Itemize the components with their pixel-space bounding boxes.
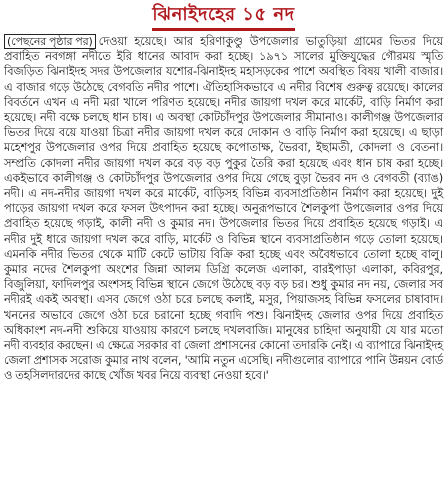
headline-container [4, 0, 443, 34]
article-body-text: দেওয়া হয়েছে। আর হরিণাকুণ্ডু উপজেলার ভাতুড়িয়া গ্রামের ভিতর দিয়ে প্রবাহিত নবগঙ্গা নদীতে ইরি ধানের আবাদ করা হচ্ছে। ১৯৭১ সালের মুক্তিযুদ্ধের গৌরময় স্মৃতি বিজড়িত ঝিনাইদহ সদর উপজেলার যশোর-ঝিনাইদহ মহাসড়কের পাশে অবস্থিত বিষয় খালী বাজার। এ বাজার গড়ে উঠেছে বেগবতি নদীর পাশে। ঐতিহাসিকভাবে এ নদীর বিশেষ গুরুত্ব রয়েছে। কালের বিবর্তনে এখন এ নদী মরা খালে পরিণত হয়েছে। নদীর জায়গা দখল করে মার্কেট, বাড়ি নির্মাণ করা হয়েছে। নদী বক্ষে চলছে ধান চাষ। এ অবস্থা কোটচাঁদপুর উপজেলার সীমানাও। কালীগঞ্জ উপজেলার ভিতর দিয়ে বয়ে যাওয়া চিত্রা নদীর জায়গা দখল করে দোকান ও বাড়ি নির্মাণ করা হয়েছে। এ ছাড়া মহেশপুর উপজেলার ওপর দিয়ে প্রবাহিত হয়েছে কপোতাক্ষ, ভৈরবা, ইছামতী, কোদলা ও বেতনা। সম্প্রতি কোদলা নদীর জায়গা দখল করে বড় বড় পুকুর তৈরি করা হয়েছে এবং ধান চাষ করা হচ্ছে। একইভাবে কালীগঞ্জ ও কোটচাঁদপুর উপজেলার ওপর দিয়ে গেছে বুড়া ভৈরব নদ ও বেগবতী (ব্যাঙ) নদী। এ নদ-নদীর জায়গা দখল করে মার্কেট, বাড়িসহ বিভিন্ন ব্যবসাপ্রতিষ্ঠান নির্মাণ করা হয়েছে। দুই পাড়ের জায়গা দখল করে ফসল উৎপাদন করা হচ্ছে। অনুরূপভাবে শৈলকুপা উপজেলার ওপর দিয়ে প্রবাহিত হয়েছে গড়াই, কালী নদী ও কুমার নদ। উপজেলার ভিতর দিয়ে প্রবাহিত হয়েছে গড়াই। এ নদীর দুই ধারে জায়গা দখল করে বাড়ি, মার্কেট ও বিভিন্ন স্থানে ব্যবসাপ্রতিষ্ঠান গড়ে তোলা হয়েছে। এমনকি নদীর ভিতর থেকে মাটি কেটে ভাটায় বিক্রি করা হচ্ছে এবং অবৈধভাবে তোলা হচ্ছে বালু। কুমার নদের শৈলকুপা অংশের জিন্না আলম ডিগ্রি কলেজ এলাকা, বারইপাড়া এলাকা, কবিরপুর, বিজুলিয়া, ফাদিলপুর অংশসহ বিভিন্ন স্থানে জেগে উঠেছে বড় বড় চর। শুধু কুমার নদ নয়, জেলার সব নদীরই একই অবস্থা। এসব জেগে ওঠা চরে চলছে কলাই, মসুর, পিয়াজসহ বিভিন্ন ফসলের চাষাবাদ। খননের অভাবে জেগে ওঠা চরে চরানো হচ্ছে গবাদি পশু। ঝিনাইদহ জেলার ওপর দিয়ে প্রবাহিত অধিকাংশ নদ-নদী শুকিয়ে যাওয়ায় কারণে চলছে দখলবাজি। মানুষের চাহিদা অনুযায়ী যে যার মতো নদী ব্যবহার করছেন। এ ক্ষেত্রে সরকার বা জেলা প্রশাসনের কোনো তদারকি নেই। এ ব্যাপারে ঝিনাইদহ জেলা প্রশাসক সরোজ কুমার নাথ বলেন, 'আমি নতুন এসেছি। নদীগুলোর ব্যাপারে পানি উন্নয়ন বোর্ড ও তহসিলদারদের কাছে খোঁজ খবর নিয়ে ব্যবস্থা নেওয়া হবে।' [4, 34, 443, 383]
continued-tag: (পেছনের পৃষ্ঠার পর) [4, 34, 96, 49]
headline: ঝিনাইদহের ১৫ নদ [152, 4, 294, 31]
article-body [4, 34, 443, 384]
